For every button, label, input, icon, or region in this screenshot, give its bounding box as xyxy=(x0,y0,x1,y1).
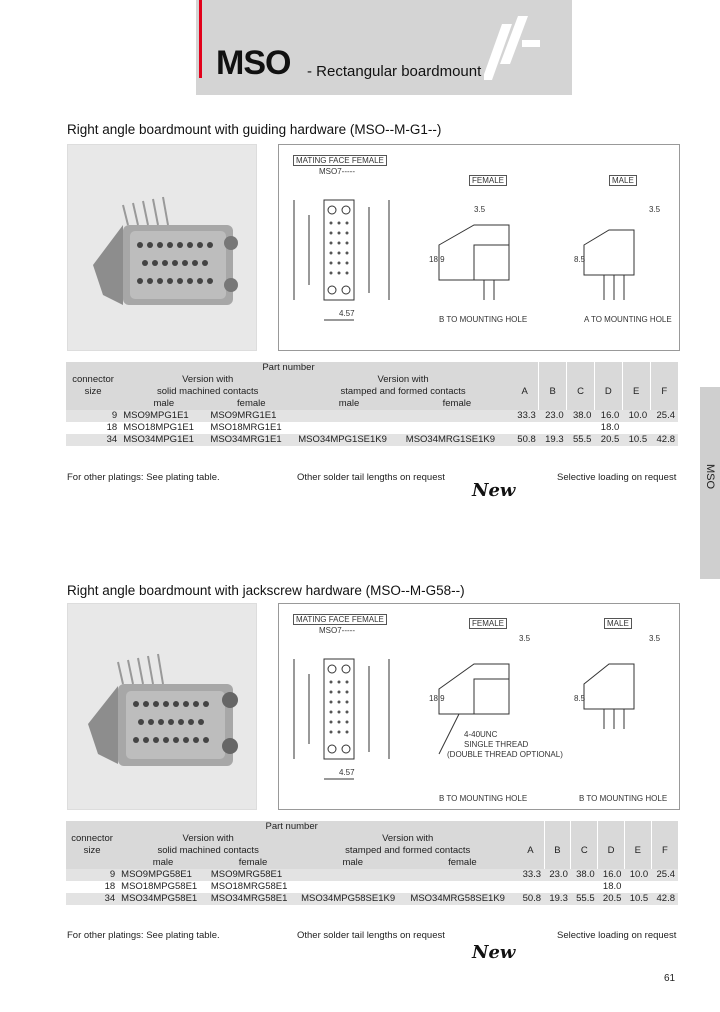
section-1-title: Right angle boardmount with guiding hardware (MSO--M-G1--) xyxy=(67,122,442,137)
part-number-header: Part number xyxy=(66,821,517,833)
drawing-mount-label-female: B TO MOUNTING HOLE xyxy=(439,315,528,324)
table-row: 9 MSO9MPG1E1 MSO9MRG1E1 33.3 23.0 38.0 16.0 10.0 25.4 xyxy=(66,410,678,422)
drawing-dim-8-5: 8.5 xyxy=(574,694,586,703)
connector-size-header: connector xyxy=(66,374,120,386)
drawing-thread-single: SINGLE THREAD xyxy=(464,740,529,749)
section-1-photo xyxy=(67,144,257,351)
drawing-male-label: MALE xyxy=(609,175,637,186)
table-row: 18 MSO18MPG58E1 MSO18MRG58E1 18.0 xyxy=(104,881,622,892)
new-badge: New xyxy=(472,480,516,501)
drawing-dim-3-5: 3.5 xyxy=(474,205,486,214)
drawing-mating-face-label: MATING FACE FEMALE xyxy=(293,155,387,166)
drawing-mount-label-male: B TO MOUNTING HOLE xyxy=(579,794,668,803)
drawing-dim-18-9: 18.9 xyxy=(429,255,445,264)
section-1-part-table: Part number connector Version with Version with size solid machined contacts stamped and formed contacts A B C D E F male female male female 9 MSO9MPG1E1 MSO9MRG1E1 33.3 23.0 38.0 16.0 10.0 25.4 18 MSO18MPG1E1 MSO18MRG1E1 18.0 34 MSO34MPG1E1 MSO34MRG1E1 MSO34MPG1SE1K9 MSO34MRG1SE1K9 50.8 19.3 55.5 20.5 10.5 42.8 xyxy=(66,362,678,446)
version-stamped-header: Version with xyxy=(295,374,511,386)
table-row: 9 MSO9MPG58E1 MSO9MRG58E1 33.3 23.0 38.0 16.0 10.0 25.4 xyxy=(66,869,678,881)
section-1-technical-drawing xyxy=(278,144,680,351)
table-row: 18 MSO18MPG1E1 MSO18MRG1E1 18.0 xyxy=(106,422,620,433)
version-stamped-header: Version with xyxy=(298,833,517,845)
side-tab-label: MSO xyxy=(704,464,716,490)
drawing-dim-8-5: 8.5 xyxy=(574,255,586,264)
header-accent-bar xyxy=(199,0,202,78)
note-solder-tails: Other solder tail lengths on request xyxy=(297,930,445,941)
note-selective-loading: Selective loading on request xyxy=(557,472,677,483)
note-solder-tails: Other solder tail lengths on request xyxy=(297,472,445,483)
drawing-thread-spec: 4-40UNC xyxy=(464,730,498,739)
connector-size-header: connector xyxy=(66,833,118,845)
drawing-male-label: MALE xyxy=(604,618,632,629)
note-selective-loading: Selective loading on request xyxy=(557,930,677,941)
drawing-female-label: FEMALE xyxy=(469,618,507,629)
drawing-dim-3-5: 3.5 xyxy=(519,634,531,643)
drawing-mount-label-female: B TO MOUNTING HOLE xyxy=(439,794,528,803)
section-2-title: Right angle boardmount with jackscrew hardware (MSO--M-G58--) xyxy=(67,583,465,598)
version-solid-header: Version with xyxy=(118,833,298,845)
section-2-part-table: Part number connector Version with Version with size solid machined contacts stamped and formed contacts A B C D E F male female male female 9 MSO9MPG58E1 MSO9MRG58E1 33.3 23.0 38.0 16.0 10.0 25.4 18 MSO18MPG58E1 MSO18MRG58E1 18.0 34 MSO34MPG58E1 MSO34MRG58E1 MSO34MPG58SE1K9 MSO34MRG58SE1K9 50.8 19.3 55.5 20.5 10.5 42.8 xyxy=(66,821,678,905)
table-row: 34 MSO34MPG1E1 MSO34MRG1E1 MSO34MPG1SE1K9 MSO34MRG1SE1K9 50.8 19.3 55.5 20.5 10.5 42.8 xyxy=(66,434,678,446)
drawing-code-label: MSO7----- xyxy=(319,167,355,176)
table-row: 34 MSO34MPG58E1 MSO34MRG58E1 MSO34MPG58SE1K9 MSO34MRG58SE1K9 50.8 19.3 55.5 20.5 10.5 42.8 xyxy=(66,893,678,905)
drawing-dim-3-5-male: 3.5 xyxy=(649,205,661,214)
drawing-female-label: FEMALE xyxy=(469,175,507,186)
part-number-header: Part number xyxy=(66,362,511,374)
drawing-dim-18-9: 18.9 xyxy=(429,694,445,703)
section-2-photo xyxy=(67,603,257,810)
drawing-dim-4-57: 4.57 xyxy=(339,309,355,318)
page-subtitle: - Rectangular boardmount xyxy=(307,63,482,80)
brand-logo-icon xyxy=(484,14,544,80)
page-number: 61 xyxy=(664,973,676,984)
note-platings: For other platings: See plating table. xyxy=(67,930,220,941)
drawing-mount-label-male: A TO MOUNTING HOLE xyxy=(584,315,672,324)
note-platings: For other platings: See plating table. xyxy=(67,472,220,483)
page-title: MSO xyxy=(216,44,291,82)
drawing-dim-4-57: 4.57 xyxy=(339,768,355,777)
drawing-mating-face-label: MATING FACE FEMALE xyxy=(293,614,387,625)
section-2-technical-drawing xyxy=(278,603,680,810)
drawing-thread-double: (DOUBLE THREAD OPTIONAL) xyxy=(447,750,563,759)
drawing-dim-3-5-male: 3.5 xyxy=(649,634,661,643)
drawing-code-label: MSO7----- xyxy=(319,626,355,635)
new-badge: New xyxy=(472,942,516,963)
version-solid-header: Version with xyxy=(120,374,295,386)
